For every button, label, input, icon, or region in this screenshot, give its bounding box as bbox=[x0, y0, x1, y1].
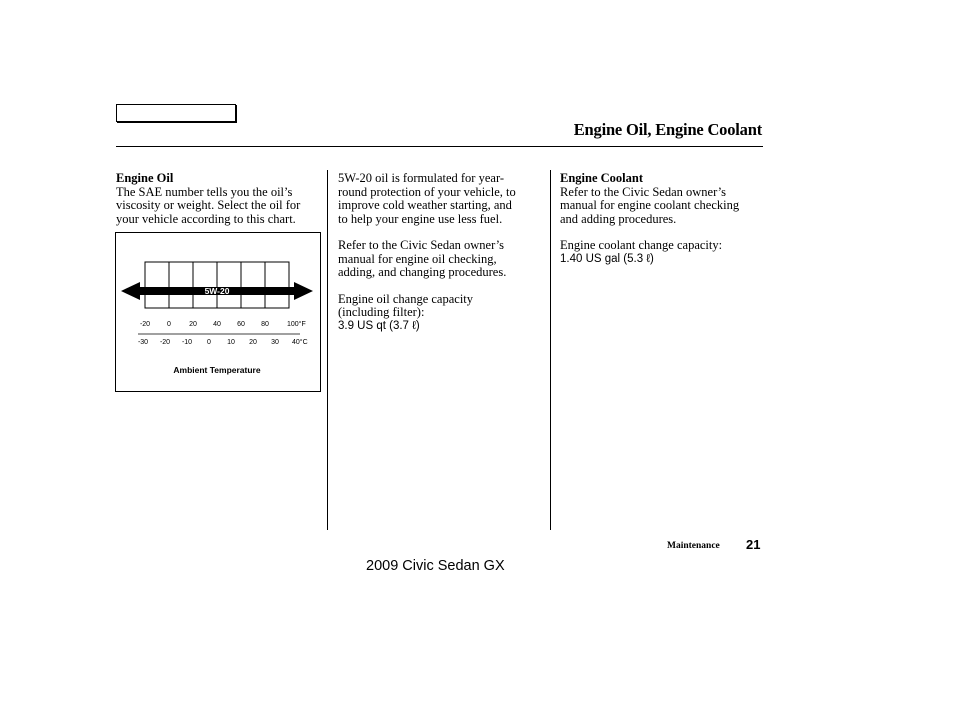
engine-oil-text-line: viscosity or weight. Select the oil for bbox=[116, 198, 301, 212]
oil-info-line: improve cold weather starting, and bbox=[338, 198, 512, 212]
celsius-tick: -30 bbox=[137, 339, 149, 346]
engine-coolant-column bbox=[560, 172, 765, 266]
page-number: 21 bbox=[746, 537, 761, 552]
fahrenheit-tick: 40 bbox=[213, 321, 221, 328]
celsius-tick: 20 bbox=[249, 339, 257, 346]
engine-oil-text-line: The SAE number tells you the oil’s bbox=[116, 184, 293, 199]
navigation-box bbox=[116, 104, 236, 122]
fahrenheit-tick: 80 bbox=[261, 321, 269, 328]
oil-capacity-value: 3.9 US qt (3.7 ℓ) bbox=[338, 319, 420, 332]
coolant-text-line: and adding procedures. bbox=[560, 211, 677, 226]
coolant-text-line: Refer to the Civic Sedan owner’s bbox=[560, 184, 727, 199]
oil-info-column bbox=[338, 172, 543, 333]
column-divider-1 bbox=[327, 170, 328, 530]
fahrenheit-tick: 100°F bbox=[287, 321, 306, 328]
title-rule bbox=[116, 146, 763, 147]
oil-viscosity-chart bbox=[115, 232, 321, 392]
coolant-capacity-label: Engine coolant change capacity: bbox=[560, 238, 723, 252]
fahrenheit-tick: 20 bbox=[189, 321, 197, 328]
footer-model-name: 2009 Civic Sedan GX bbox=[366, 558, 505, 574]
oil-info-line: Refer to the Civic Sedan owner’s bbox=[338, 238, 505, 252]
footer-section-name: Maintenance bbox=[667, 541, 720, 551]
celsius-tick: -20 bbox=[159, 339, 171, 346]
band-label: 5W-20 bbox=[204, 286, 230, 296]
fahrenheit-tick: 0 bbox=[167, 321, 171, 328]
celsius-tick: 0 bbox=[207, 339, 211, 346]
engine-oil-column bbox=[116, 172, 321, 226]
oil-info-line: 5W-20 oil is formulated for year- bbox=[338, 171, 505, 185]
oil-capacity-label: Engine oil change capacity bbox=[338, 291, 474, 306]
chart-caption: Ambient Temperature bbox=[173, 365, 261, 375]
engine-oil-heading: Engine Oil bbox=[116, 171, 174, 185]
celsius-tick: 40°C bbox=[292, 339, 308, 346]
oil-info-line: to help your engine use less fuel. bbox=[338, 211, 503, 226]
celsius-tick: 10 bbox=[227, 339, 235, 346]
viscosity-chart-svg bbox=[116, 233, 320, 391]
page-title: Engine Oil, Engine Coolant bbox=[573, 120, 762, 139]
oil-info-line: adding, and changing procedures. bbox=[338, 265, 507, 279]
celsius-tick: 30 bbox=[271, 339, 279, 346]
engine-coolant-heading: Engine Coolant bbox=[560, 171, 644, 185]
coolant-text-line: manual for engine coolant checking bbox=[560, 198, 740, 212]
oil-info-line: manual for engine oil checking, bbox=[338, 251, 497, 266]
engine-oil-text-line: your vehicle according to this chart. bbox=[116, 211, 296, 226]
celsius-tick: -10 bbox=[181, 339, 193, 346]
oil-capacity-label: (including filter): bbox=[338, 305, 425, 319]
column-divider-2 bbox=[550, 170, 551, 530]
coolant-capacity-value: 1.40 US gal (5.3 ℓ) bbox=[560, 252, 654, 265]
oil-info-line: round protection of your vehicle, to bbox=[338, 184, 516, 199]
fahrenheit-tick: -20 bbox=[139, 321, 151, 328]
fahrenheit-tick: 60 bbox=[237, 321, 245, 328]
